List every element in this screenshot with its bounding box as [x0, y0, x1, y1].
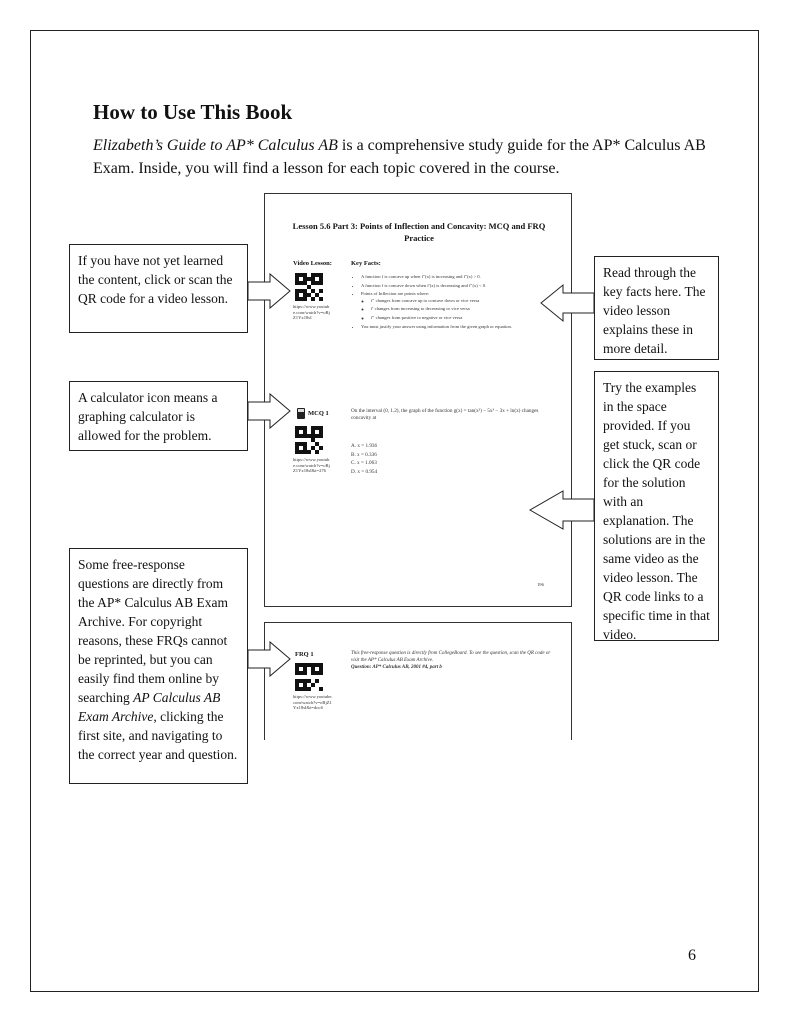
callout-frq-italic: AP Calculus AB Exam Archive — [78, 690, 221, 724]
mcq-label: MCQ 1 — [308, 410, 329, 417]
fact-item: • A function f is concave down when f′(x) is decreasing and f″(x) < 0. — [361, 283, 551, 289]
callout-examples: Try the examples in the space provided. If you get stuck, scan or click the QR code for the solution with an explanation. The solutions are in the same video as the video lesson. The QR code links to a specific time in that video. — [594, 371, 719, 641]
frq-text: This free-response question is directly from CollegeBoard. To see the question, scan the QR code or visit the AP* Calculus AB Exam Archive. — [351, 651, 551, 663]
sample-page-number: 196 — [537, 582, 544, 587]
callout-frq-text-end: , clicking the first site, and navigating to the correct year and question. — [78, 709, 238, 762]
arrow-right-icon — [248, 274, 290, 308]
callout-video-lesson: If you have not yet learned the content, click or scan the QR code for a video lesson. — [69, 244, 248, 333]
key-facts-label: Key Facts: — [351, 260, 381, 267]
callout-frq — [69, 548, 248, 784]
arrow-right-icon — [248, 394, 290, 428]
arrow-left-icon — [541, 285, 594, 321]
lesson-title: Lesson 5.6 Part 3: Points of Inflection and Concavity: MCQ and FRQ Practice — [292, 221, 546, 243]
page-title: How to Use This Book — [93, 100, 293, 124]
video-url: https://www.youtube.com/watch?v=oRjZ1Yx18sI — [293, 304, 330, 321]
sub-fact-item: ◦ f″ changes from positive to negative or vice versa — [371, 315, 551, 321]
arrow-right-icon — [248, 642, 290, 676]
sub-fact-item: ◦ f′ changes from increasing to decreasing or vice versa — [371, 306, 551, 312]
fact-item-text: Points of Inflection are points where: — [361, 291, 430, 297]
frq-question: Question: AP* Calculus AB, 2001 #4, part b — [351, 665, 442, 670]
frq-url: https://www.youtube.com/watch?v=oRjZ1Yx18sI&t=doc6 — [293, 694, 333, 711]
choice: D. x = 0.954 — [351, 468, 378, 475]
video-lesson-label: Video Lesson: — [293, 260, 332, 267]
sub-fact-item: ◦ f″ changes from concave up to concave down or vice versa — [371, 298, 551, 304]
choice: C. x = 1.063 — [351, 460, 377, 466]
choice: A. x = 1.936 — [351, 443, 378, 449]
intro-text: is a comprehensive study guide for the AP* Calculus AB Exam. Inside, you will find a lesson for each topic covered in the course. — [93, 137, 706, 177]
callout-calculator: A calculator icon means a graphing calculator is allowed for the problem. — [69, 381, 248, 451]
callout-frq-text: Some free-response questions are directly from the AP* Calculus AB Exam Archive. For copyright reasons, these FRQs cannot be reprinted, but you can easily find them online by searching — [78, 557, 228, 705]
page-number: 6 — [688, 947, 696, 964]
fact-item: • You must justify your answer using information from the given graph or equation. — [361, 324, 551, 330]
choice: B. x = 0.336 — [351, 451, 377, 458]
fact-item: • A function f is concave up when f″(x) is increasing and f″(x) > 0. — [361, 274, 551, 280]
book-title: Elizabeth’s Guide to AP* Calculus AB — [93, 137, 338, 154]
arrow-left-icon — [530, 491, 594, 529]
callout-key-facts: Read through the key facts here. The video lesson explains these in more detail. — [594, 256, 719, 360]
frq-label: FRQ 1 — [295, 651, 314, 658]
mcq-url: https://www.youtube.com/watch?v=oRjZ1Yx18sI&t=276 — [293, 457, 330, 474]
mcq-question: On the interval (0, 1.2), the graph of the function g(x) = tan(x²) − 5x³ − 3x + ln(x) changes concavity at — [351, 408, 539, 421]
